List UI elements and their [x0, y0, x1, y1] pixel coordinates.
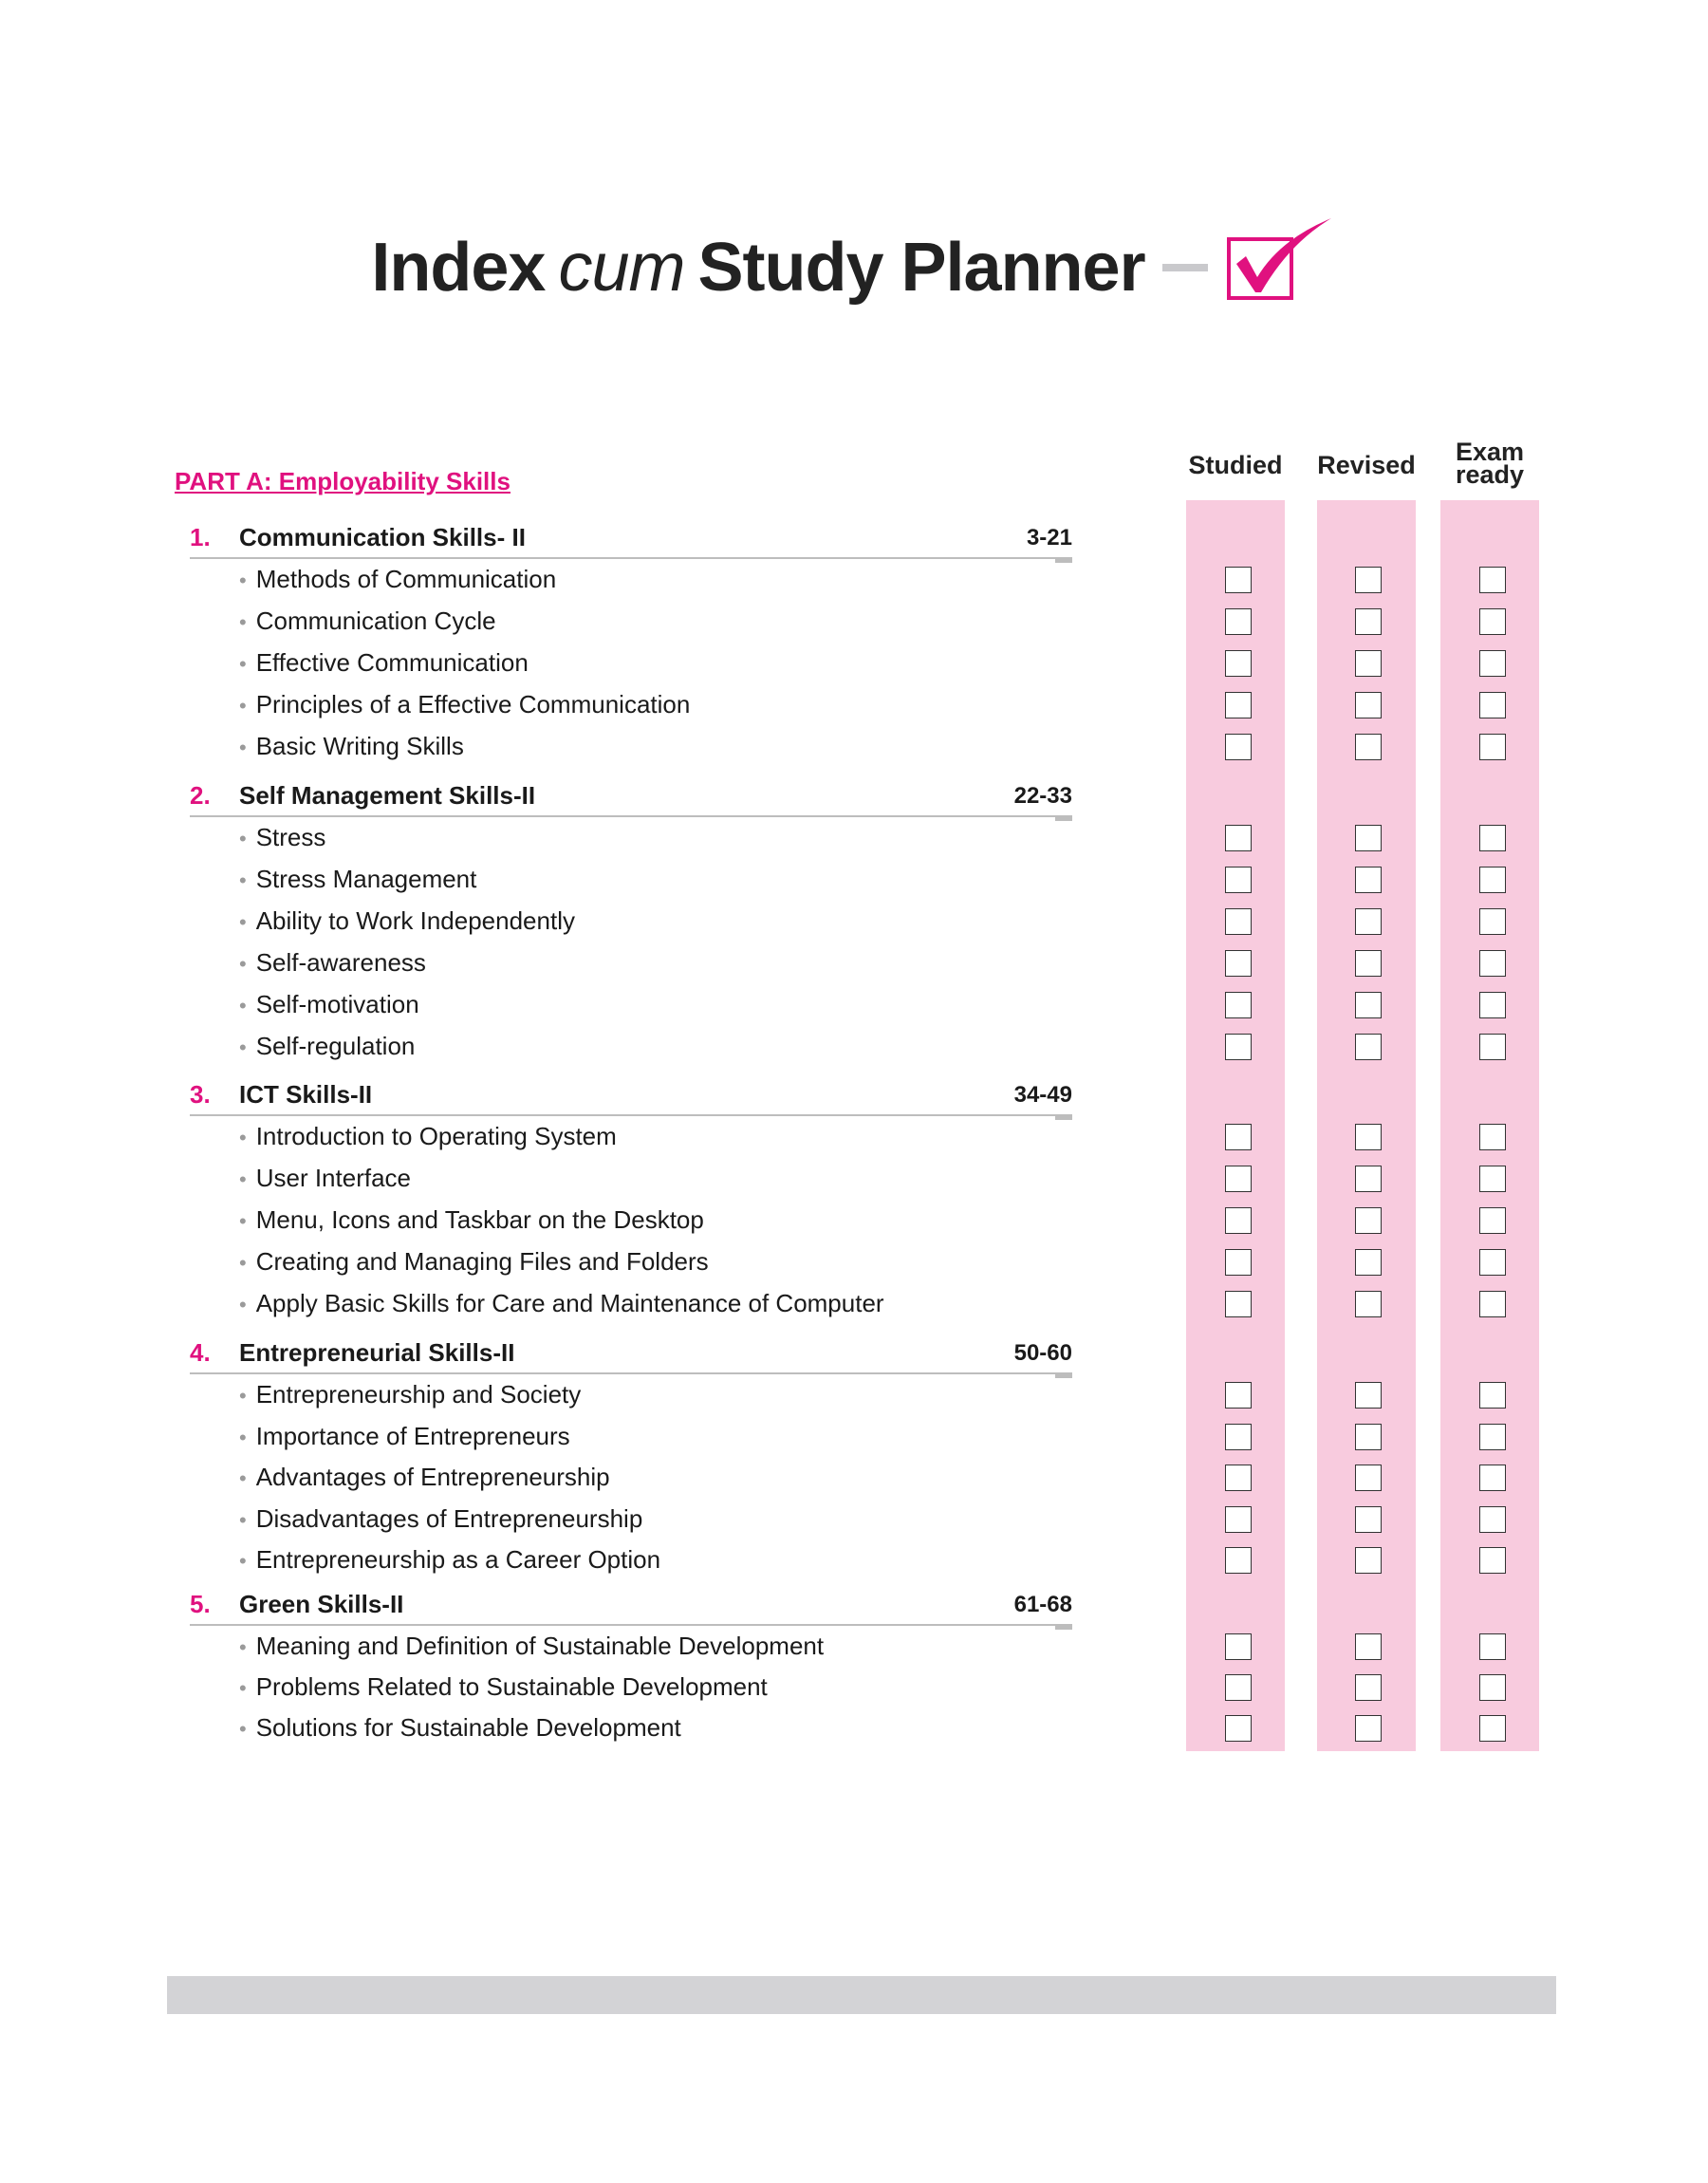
- checkbox-revised[interactable]: [1355, 1124, 1382, 1150]
- bullet-icon: •: [239, 827, 247, 850]
- section-row: [190, 1333, 1072, 1374]
- column-header-studied: [1186, 451, 1285, 479]
- topic-label: Solutions for Sustainable Development: [255, 1713, 681, 1742]
- checkbox-revised[interactable]: [1355, 1382, 1382, 1409]
- section-pages: 50-60: [1013, 1340, 1072, 1366]
- checkbox-studied[interactable]: [1225, 992, 1252, 1018]
- topic-label: Principles of a Effective Communication: [255, 690, 691, 718]
- checkbox-studied[interactable]: [1225, 1382, 1252, 1409]
- checkbox-studied[interactable]: [1225, 1674, 1252, 1701]
- topic-item: [239, 823, 325, 852]
- title-italic: cum: [558, 230, 685, 306]
- bullet-icon: •: [239, 1635, 247, 1659]
- checkbox-revised[interactable]: [1355, 650, 1382, 677]
- bullet-icon: •: [239, 1293, 247, 1316]
- checkbox-revised[interactable]: [1355, 1633, 1382, 1660]
- footer-bar: [167, 1976, 1556, 2014]
- bullet-icon: •: [239, 1209, 247, 1233]
- checkbox-revised[interactable]: [1355, 692, 1382, 718]
- bullet-icon: •: [239, 1126, 247, 1149]
- page-title: [0, 220, 1708, 315]
- checkbox-revised[interactable]: [1355, 1166, 1382, 1192]
- checkbox-studied[interactable]: [1225, 650, 1252, 677]
- checkbox-studied[interactable]: [1225, 1034, 1252, 1060]
- topic-label: Menu, Icons and Taskbar on the Desktop: [255, 1205, 704, 1234]
- checkbox-exam-ready[interactable]: [1479, 908, 1506, 935]
- checkbox-exam-ready[interactable]: [1479, 1382, 1506, 1409]
- topic-item: [239, 1632, 824, 1661]
- checkbox-exam-ready[interactable]: [1479, 1506, 1506, 1533]
- title-rest: Study Planner: [697, 230, 1145, 306]
- checkbox-studied[interactable]: [1225, 1166, 1252, 1192]
- topic-label: Methods of Communication: [255, 565, 557, 593]
- section-divider-tick: [1055, 1626, 1072, 1630]
- checkbox-exam-ready[interactable]: [1479, 692, 1506, 718]
- section-row: [190, 775, 1072, 817]
- topic-label: Disadvantages of Entrepreneurship: [255, 1503, 643, 1533]
- bullet-icon: •: [239, 610, 247, 634]
- checkbox-exam-ready[interactable]: [1479, 1715, 1506, 1742]
- topic-item: [239, 1380, 581, 1409]
- column-header-line: Studied: [1188, 451, 1283, 479]
- column-header-exam-ready: [1440, 438, 1539, 489]
- checkbox-exam-ready[interactable]: [1479, 1207, 1506, 1234]
- bullet-icon: •: [239, 1425, 247, 1449]
- bullet-icon: •: [239, 736, 247, 759]
- topic-label: Self-motivation: [255, 990, 419, 1018]
- topic-item: [239, 1713, 681, 1743]
- bullet-icon: •: [239, 694, 247, 718]
- title-dash: [1162, 264, 1208, 271]
- checkbox-studied[interactable]: [1225, 1715, 1252, 1742]
- topic-label: Apply Basic Skills for Care and Maintenance of Computer: [255, 1289, 884, 1317]
- topic-label: Stress Management: [255, 865, 477, 893]
- checkbox-exam-ready[interactable]: [1479, 1291, 1506, 1317]
- checkbox-revised[interactable]: [1355, 825, 1382, 851]
- topic-label: Importance of Entrepreneurs: [255, 1421, 570, 1450]
- checkbox-exam-ready[interactable]: [1479, 825, 1506, 851]
- bullet-icon: •: [239, 569, 247, 592]
- section-divider: [190, 815, 1072, 817]
- checkbox-revised[interactable]: [1355, 1506, 1382, 1533]
- topic-label: Entrepreneurship as a Career Option: [255, 1545, 661, 1574]
- topic-label: Entrepreneurship and Society: [255, 1380, 582, 1409]
- topic-item: [239, 865, 476, 894]
- topic-item: [239, 990, 419, 1019]
- checkbox-studied[interactable]: [1225, 908, 1252, 935]
- bullet-icon: •: [239, 994, 247, 1017]
- checkbox-studied[interactable]: [1225, 608, 1252, 635]
- checkbox-exam-ready[interactable]: [1479, 1424, 1506, 1450]
- title-text: [371, 229, 1144, 307]
- checkbox-exam-ready[interactable]: [1479, 734, 1506, 760]
- topic-label: Communication Cycle: [255, 606, 496, 635]
- topic-label: Advantages of Entrepreneurship: [255, 1463, 610, 1491]
- topic-label: Stress: [255, 823, 326, 851]
- part-heading: PART A: Employability Skills: [175, 467, 511, 495]
- topic-item: [239, 1032, 415, 1061]
- section-number: 2.: [190, 781, 211, 810]
- checkbox-exam-ready[interactable]: [1479, 608, 1506, 635]
- column-header-line: Exam: [1455, 438, 1525, 466]
- checkbox-studied[interactable]: [1225, 1633, 1252, 1660]
- checkbox-revised[interactable]: [1355, 1034, 1382, 1060]
- bullet-icon: •: [239, 952, 247, 976]
- checkbox-exam-ready[interactable]: [1479, 950, 1506, 977]
- bullet-icon: •: [239, 1676, 247, 1700]
- bullet-icon: •: [239, 1507, 247, 1532]
- title-main: Index: [371, 230, 546, 306]
- section-title: Green Skills-II: [239, 1590, 404, 1618]
- checkbox-exam-ready[interactable]: [1479, 1633, 1506, 1660]
- checkbox-studied[interactable]: [1225, 1124, 1252, 1150]
- section-title: ICT Skills-II: [239, 1080, 373, 1109]
- checkbox-studied[interactable]: [1225, 567, 1252, 593]
- section-pages: 34-49: [1013, 1082, 1072, 1108]
- topic-item: [239, 1463, 610, 1492]
- checkbox-exam-ready[interactable]: [1479, 1249, 1506, 1276]
- topic-label: Meaning and Definition of Sustainable Development: [255, 1632, 825, 1660]
- section-pages: 22-33: [1013, 783, 1072, 809]
- section-number: 5.: [190, 1590, 211, 1618]
- checkbox-studied[interactable]: [1225, 692, 1252, 718]
- section-row: [190, 517, 1072, 559]
- checkbox-revised[interactable]: [1355, 734, 1382, 760]
- bullet-icon: •: [239, 652, 247, 676]
- topic-item: [239, 565, 556, 594]
- checkbox-exam-ready[interactable]: [1479, 1124, 1506, 1150]
- checkbox-exam-ready[interactable]: [1479, 1465, 1506, 1491]
- checkbox-revised[interactable]: [1355, 1291, 1382, 1317]
- checkbox-studied[interactable]: [1225, 950, 1252, 977]
- bullet-icon: •: [239, 1717, 247, 1741]
- checkmark-icon: [1214, 211, 1337, 306]
- topic-label: Introduction to Operating System: [255, 1122, 617, 1150]
- section-number: 3.: [190, 1080, 211, 1109]
- checkbox-exam-ready[interactable]: [1479, 992, 1506, 1018]
- column-header-revised: [1317, 451, 1416, 479]
- section-title: Entrepreneurial Skills-II: [239, 1338, 515, 1367]
- topic-item: [239, 1545, 660, 1575]
- checkbox-studied[interactable]: [1225, 1291, 1252, 1317]
- checkbox-revised[interactable]: [1355, 1674, 1382, 1701]
- section-divider-tick: [1055, 559, 1072, 563]
- checkbox-studied[interactable]: [1225, 1424, 1252, 1450]
- topic-item: [239, 1205, 704, 1235]
- section-title: Self Management Skills-II: [239, 781, 536, 810]
- checkbox-studied[interactable]: [1225, 734, 1252, 760]
- checkbox-revised[interactable]: [1355, 867, 1382, 893]
- section-divider: [190, 1624, 1072, 1626]
- section-divider: [190, 557, 1072, 559]
- topic-item: [239, 1672, 768, 1702]
- section-divider-tick: [1055, 817, 1072, 821]
- checkbox-exam-ready[interactable]: [1479, 1166, 1506, 1192]
- section-pages: 61-68: [1013, 1592, 1072, 1617]
- section-divider-tick: [1055, 1374, 1072, 1378]
- topic-label: Self-regulation: [255, 1032, 416, 1060]
- topic-item: [239, 648, 529, 678]
- bullet-icon: •: [239, 1549, 247, 1573]
- topic-item: [239, 1122, 617, 1151]
- checkbox-revised[interactable]: [1355, 567, 1382, 593]
- checkbox-studied[interactable]: [1225, 1547, 1252, 1574]
- section-divider: [190, 1372, 1072, 1374]
- topic-item: [239, 1164, 411, 1193]
- checkbox-revised[interactable]: [1355, 1465, 1382, 1491]
- bullet-icon: •: [239, 1167, 247, 1191]
- topic-label: Problems Related to Sustainable Development: [255, 1672, 768, 1701]
- checkbox-exam-ready[interactable]: [1479, 1547, 1506, 1574]
- checkbox-revised[interactable]: [1355, 1547, 1382, 1574]
- topic-item: [239, 606, 496, 636]
- checkbox-revised[interactable]: [1355, 1715, 1382, 1742]
- checkbox-revised[interactable]: [1355, 1424, 1382, 1450]
- bullet-icon: •: [239, 910, 247, 934]
- section-row: [190, 1074, 1072, 1116]
- checkbox-studied[interactable]: [1225, 867, 1252, 893]
- checkbox-revised[interactable]: [1355, 908, 1382, 935]
- topic-label: Self-awareness: [255, 948, 426, 977]
- topic-label: Ability to Work Independently: [255, 906, 575, 935]
- checkbox-exam-ready[interactable]: [1479, 867, 1506, 893]
- checkbox-studied[interactable]: [1225, 825, 1252, 851]
- checkbox-studied[interactable]: [1225, 1249, 1252, 1276]
- topic-label: User Interface: [255, 1164, 411, 1192]
- topic-item: [239, 690, 690, 719]
- section-title: Communication Skills- II: [239, 523, 526, 551]
- checkbox-revised[interactable]: [1355, 1207, 1382, 1234]
- section-number: 4.: [190, 1338, 211, 1367]
- bullet-icon: •: [239, 1384, 247, 1408]
- checkbox-revised[interactable]: [1355, 950, 1382, 977]
- checkbox-revised[interactable]: [1355, 992, 1382, 1018]
- bullet-icon: •: [239, 1466, 247, 1490]
- checkbox-exam-ready[interactable]: [1479, 1674, 1506, 1701]
- checkbox-studied[interactable]: [1225, 1207, 1252, 1234]
- column-header-line: Revised: [1317, 451, 1416, 479]
- checkbox-exam-ready[interactable]: [1479, 650, 1506, 677]
- topic-label: Effective Communication: [255, 648, 529, 677]
- checkbox-revised[interactable]: [1355, 1249, 1382, 1276]
- section-pages: 3-21: [1026, 525, 1072, 550]
- bullet-icon: •: [239, 1036, 247, 1059]
- checkbox-studied[interactable]: [1225, 1506, 1252, 1533]
- section-row: [190, 1584, 1072, 1626]
- topic-item: [239, 1504, 642, 1534]
- topic-item: [239, 732, 464, 761]
- topic-item: [239, 1247, 709, 1277]
- section-divider: [190, 1114, 1072, 1116]
- topic-item: [239, 906, 575, 936]
- section-number: 1.: [190, 523, 211, 551]
- topic-item: [239, 948, 426, 978]
- section-divider-tick: [1055, 1116, 1072, 1120]
- bullet-icon: •: [239, 1251, 247, 1275]
- column-header-line: ready: [1455, 460, 1525, 489]
- topic-item: [239, 1289, 884, 1318]
- checkbox-revised[interactable]: [1355, 608, 1382, 635]
- topic-label: Creating and Managing Files and Folders: [255, 1247, 709, 1276]
- checkbox-exam-ready[interactable]: [1479, 567, 1506, 593]
- topic-item: [239, 1422, 570, 1451]
- checkbox-studied[interactable]: [1225, 1465, 1252, 1491]
- bullet-icon: •: [239, 868, 247, 892]
- topic-label: Basic Writing Skills: [255, 732, 464, 760]
- checkbox-exam-ready[interactable]: [1479, 1034, 1506, 1060]
